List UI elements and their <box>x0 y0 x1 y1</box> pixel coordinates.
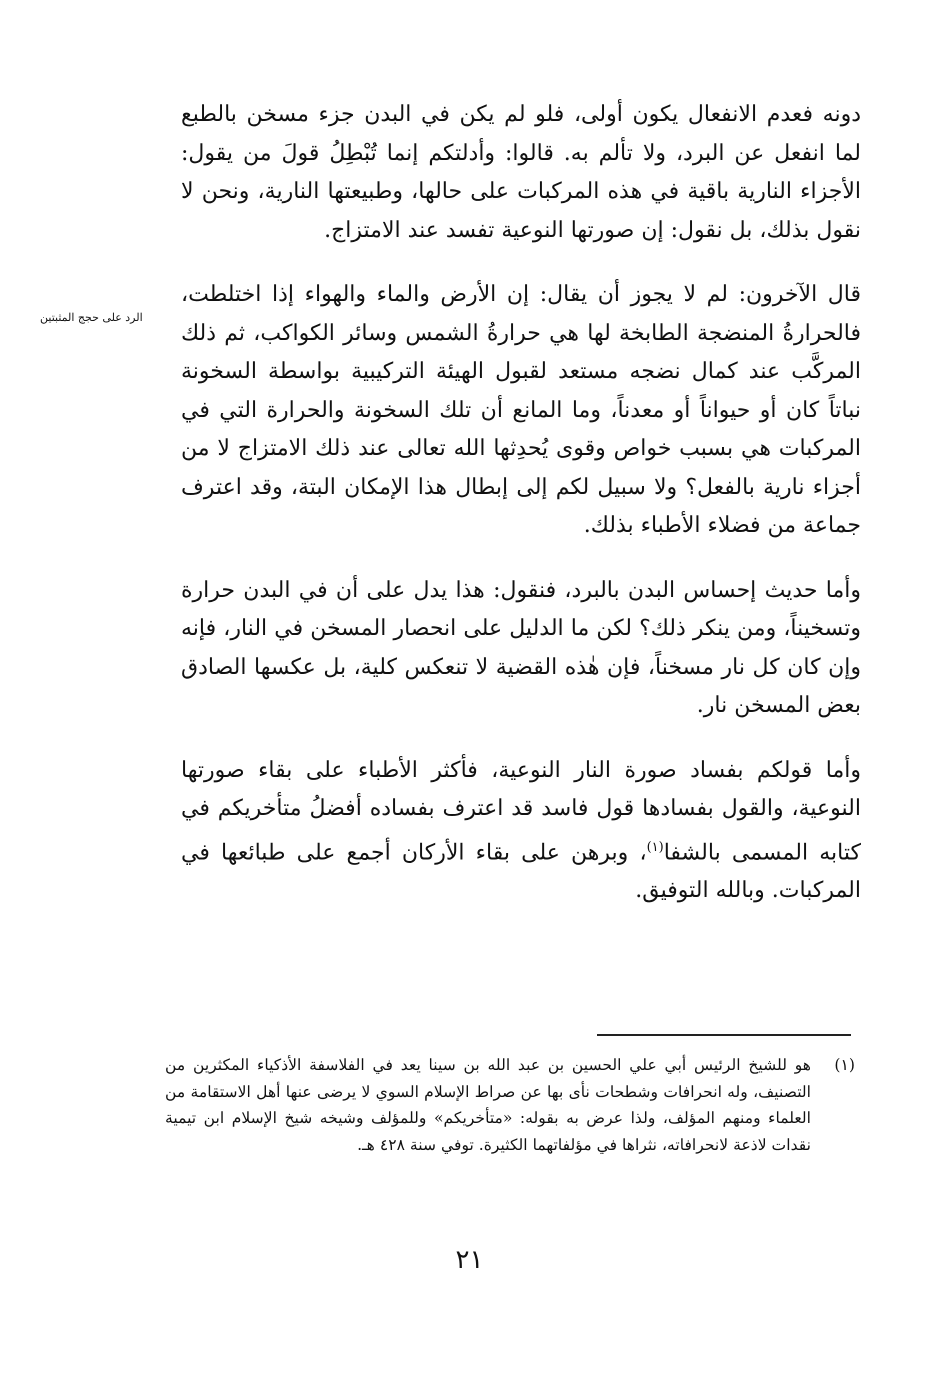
footnote-reference: (١) <box>646 839 664 855</box>
margin-note: الرد على حجج المثبتين <box>40 311 143 324</box>
page-number: ٢١ <box>455 1245 484 1275</box>
main-text <box>181 96 861 911</box>
paragraph-1: دونه فعدم الانفعال يكون أولى، فلو لم يكن في البدن جزء مسخن بالطبع لما انفعل عن البرد، ولا تألم به. قالوا: وأدلتكم إنما تُبْطِلُ قولَ من يقول: الأجزاء النارية باقية في هذه المركبات على حالها، وطبيعتها النارية، ونحن لا نقول بذلك، بل نقول: إن صورتها النوعية تفسد عند الامتزاج. <box>181 102 861 243</box>
paragraph-4-text-a: وأما قولكم بفساد صورة النار النوعية، فأكثر الأطباء على بقاء صورتها النوعية، والقول بفسادها قول فاسد قد اعترف بفساده أفضلُ متأخريكم في كتابه المسمى بالشفا <box>181 757 861 865</box>
paragraph-4-text-b: ، وبرهن على بقاء الأركان أجمع على طبائعها في المركبات. وبالله التوفيق. <box>181 839 861 904</box>
footnote <box>165 1052 855 1158</box>
paragraph-4 <box>181 752 861 911</box>
footnote-text: هو للشيخ الرئيس أبي علي الحسين بن عبد الله بن سينا يعد في الفلاسفة الأذكياء المكثرين من التصنيف، وله انحرافات وشطحات نأى بها عن صراط الإسلام السوي لا يرضى عنها أهل الاستقامة من العلماء ومنهم المؤلف، ولذا عرض به بقوله: «متأخريكم» وللمؤلف وشيخه شيخ الإسلام ابن تيمية نقدات لاذعة لانحرافاته، نثراها في مؤلفاتهما الكثيرة. توفي سنة ٤٢٨ هـ. <box>165 1056 811 1154</box>
paragraph-2: قال الآخرون: لم لا يجوز أن يقال: إن الأرض والماء والهواء إذا اختلطت، فالحرارةُ المنضجة الطابخة لها هي حرارةُ الشمس وسائر الكواكب، ثم ذلك المركَّب عند كمال نضجه مستعد لقبول الهيئة التركيبية بواسطة السخونة نباتاً كان أو حيواناً أو معدناً، وما المانع أن تلك السخونة والحرارة التي في المركبات هي بسبب خواص وقوى يُحدِثها الله تعالى عند ذلك الامتزاج لا من أجزاء نارية بالفعل؟ ولا سبيل لكم إلى إبطال هذا الإمكان البتة، وقد اعترف جماعة من فضلاء الأطباء بذلك. <box>181 282 861 538</box>
footnote-marker: (١) <box>834 1056 855 1074</box>
footnote-separator <box>597 1034 851 1036</box>
paragraph-3: وأما حديث إحساس البدن بالبرد، فنقول: هذا يدل على أن في البدن حرارة وتسخيناً، ومن ينكر ذلك؟ لكن ما الدليل على انحصار المسخن في النار، فإنه وإن كان كل نار مسخناً، فإن هٰذه القضية لا تنعكس كلية، بل عكسها الصادق بعض المسخن نار. <box>181 577 861 718</box>
